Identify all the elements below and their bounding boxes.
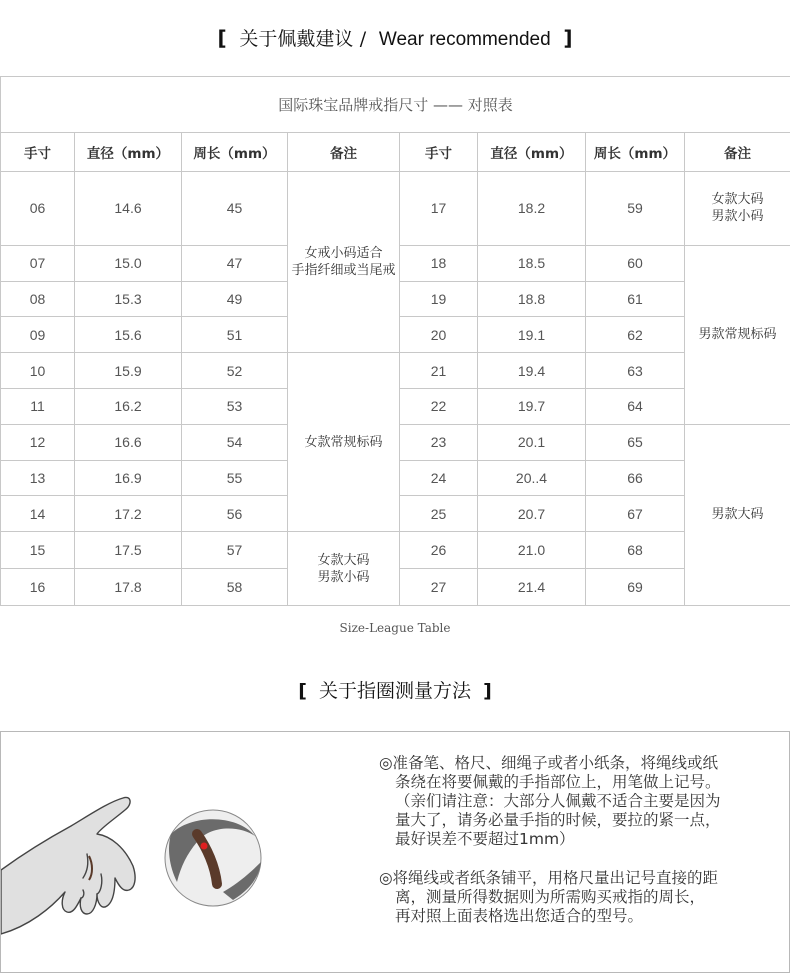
- cell-size: 09: [1, 317, 75, 353]
- table-caption: Size-League Table: [0, 621, 790, 635]
- cell-size: 24: [400, 460, 478, 496]
- hand-sketch-icon: [1, 797, 135, 934]
- cell-circumference: 60: [586, 245, 685, 281]
- note-line: 手指纤细或当尾戒: [291, 263, 395, 278]
- cell-circumference: 58: [182, 569, 288, 606]
- cell-size: 16: [1, 569, 75, 606]
- step-line: 最好误差不要超过1mm）: [379, 830, 779, 849]
- header-circumference-right: 周长（mm）: [586, 133, 685, 172]
- note-line: 男款小码: [712, 209, 764, 224]
- cell-circumference: 59: [586, 172, 685, 246]
- cell-size: 21: [400, 353, 478, 389]
- heading-zh-title: 关于佩戴建议: [239, 28, 353, 50]
- note-women-large-men-small-right: [685, 172, 790, 246]
- cell-diameter: 20.7: [478, 496, 586, 532]
- heading-bracket-open: [: [298, 680, 307, 702]
- note-women-standard: 女款常规标码: [288, 353, 400, 532]
- cell-circumference: 61: [586, 281, 685, 317]
- wear-recommended-heading: [0, 24, 790, 51]
- measure-steps: [379, 754, 779, 946]
- cell-size: 11: [1, 388, 75, 424]
- note-men-standard: 男款常规标码: [685, 245, 790, 424]
- heading-zh-title: 关于指圈测量方法: [319, 680, 471, 702]
- note-line: 女款大码: [712, 192, 764, 207]
- cell-circumference: 49: [182, 281, 288, 317]
- cell-diameter: 14.6: [75, 172, 182, 246]
- cell-size: 07: [1, 245, 75, 281]
- cell-diameter: 19.4: [478, 353, 586, 389]
- step-line: ◎准备笔、格尺、细绳子或者小纸条，将绳线或纸: [379, 754, 779, 773]
- cell-circumference: 65: [586, 424, 685, 460]
- cell-diameter: 20.1: [478, 424, 586, 460]
- cell-size: 25: [400, 496, 478, 532]
- measure-method-heading: [0, 676, 790, 703]
- header-note-right: 备注: [685, 133, 790, 172]
- cell-circumference: 47: [182, 245, 288, 281]
- cell-diameter: 20..4: [478, 460, 586, 496]
- cell-diameter: 15.6: [75, 317, 182, 353]
- cell-size: 15: [1, 532, 75, 569]
- cell-circumference: 63: [586, 353, 685, 389]
- cell-diameter: 21.4: [478, 569, 586, 606]
- note-line: 女款大码: [317, 553, 369, 568]
- cell-size: 20: [400, 317, 478, 353]
- header-diameter-left: 直径（mm）: [75, 133, 182, 172]
- table-row: [1, 172, 790, 246]
- cell-circumference: 56: [182, 496, 288, 532]
- cell-diameter: 16.2: [75, 388, 182, 424]
- cell-circumference: 69: [586, 569, 685, 606]
- step-line: ◎将绳线或者纸条铺平，用格尺量出记号直接的距: [379, 869, 779, 888]
- cell-size: 12: [1, 424, 75, 460]
- cell-circumference: 64: [586, 388, 685, 424]
- step-line: 量大了，请务必量手指的时候，要拉的紧一点，: [379, 811, 779, 830]
- note-line: 男款小码: [317, 570, 369, 585]
- cell-size: 06: [1, 172, 75, 246]
- cell-size: 13: [1, 460, 75, 496]
- table-header-row: [1, 133, 790, 172]
- cell-size: 22: [400, 388, 478, 424]
- cell-size: 10: [1, 353, 75, 389]
- measure-step-1: [379, 754, 779, 849]
- cell-diameter: 19.1: [478, 317, 586, 353]
- cell-circumference: 57: [182, 532, 288, 569]
- cell-diameter: 17.5: [75, 532, 182, 569]
- ring-size-table: [0, 76, 790, 606]
- cell-diameter: 17.2: [75, 496, 182, 532]
- measure-step-2: [379, 869, 779, 926]
- cell-size: 08: [1, 281, 75, 317]
- cell-circumference: 66: [586, 460, 685, 496]
- measure-zoom-circle-icon: [165, 810, 261, 906]
- header-note-left: 备注: [288, 133, 400, 172]
- step-line: 再对照上面表格选出您适合的型号。: [379, 907, 779, 926]
- cell-diameter: 15.9: [75, 353, 182, 389]
- header-size-left: 手寸: [1, 133, 75, 172]
- cell-circumference: 67: [586, 496, 685, 532]
- table-row: [1, 532, 790, 569]
- table-row: [1, 353, 790, 389]
- cell-circumference: 45: [182, 172, 288, 246]
- cell-circumference: 55: [182, 460, 288, 496]
- cell-circumference: 52: [182, 353, 288, 389]
- header-size-right: 手寸: [400, 133, 478, 172]
- cell-diameter: 18.5: [478, 245, 586, 281]
- step-line: （亲们请注意：大部分人佩戴不适合主要是因为: [379, 792, 779, 811]
- cell-diameter: 18.2: [478, 172, 586, 246]
- table-title: 国际珠宝品牌戒指尺寸 —— 对照表: [1, 77, 790, 133]
- cell-diameter: 16.9: [75, 460, 182, 496]
- note-line: 女戒小码适合: [304, 246, 382, 261]
- cell-diameter: 19.7: [478, 388, 586, 424]
- cell-size: 17: [400, 172, 478, 246]
- cell-size: 23: [400, 424, 478, 460]
- header-circumference-left: 周长（mm）: [182, 133, 288, 172]
- header-diameter-right: 直径（mm）: [478, 133, 586, 172]
- hand-measure-illustration: [1, 762, 361, 962]
- cell-diameter: 15.0: [75, 245, 182, 281]
- measure-method-box: [0, 731, 790, 973]
- cell-diameter: 17.8: [75, 569, 182, 606]
- cell-circumference: 53: [182, 388, 288, 424]
- heading-en-title: Wear recommended: [379, 29, 551, 50]
- note-women-large-men-small-left: [288, 532, 400, 606]
- step-line: 离，测量所得数据则为所需购买戒指的周长，: [379, 888, 779, 907]
- cell-diameter: 15.3: [75, 281, 182, 317]
- cell-size: 19: [400, 281, 478, 317]
- note-men-large: 男款大码: [685, 424, 790, 605]
- cell-circumference: 51: [182, 317, 288, 353]
- step-line: 条绕在将要佩戴的手指部位上，用笔做上记号。: [379, 773, 779, 792]
- heading-bracket-open: [: [218, 26, 227, 50]
- note-small-fit: [288, 172, 400, 353]
- heading-bracket-close: ]: [563, 26, 572, 50]
- cell-circumference: 54: [182, 424, 288, 460]
- cell-diameter: 16.6: [75, 424, 182, 460]
- cell-circumference: 68: [586, 532, 685, 569]
- heading-bracket-close: ]: [483, 680, 492, 702]
- cell-diameter: 21.0: [478, 532, 586, 569]
- heading-slash: /: [360, 28, 366, 50]
- cell-circumference: 62: [586, 317, 685, 353]
- cell-size: 26: [400, 532, 478, 569]
- cell-diameter: 18.8: [478, 281, 586, 317]
- cell-size: 18: [400, 245, 478, 281]
- cell-size: 27: [400, 569, 478, 606]
- cell-size: 14: [1, 496, 75, 532]
